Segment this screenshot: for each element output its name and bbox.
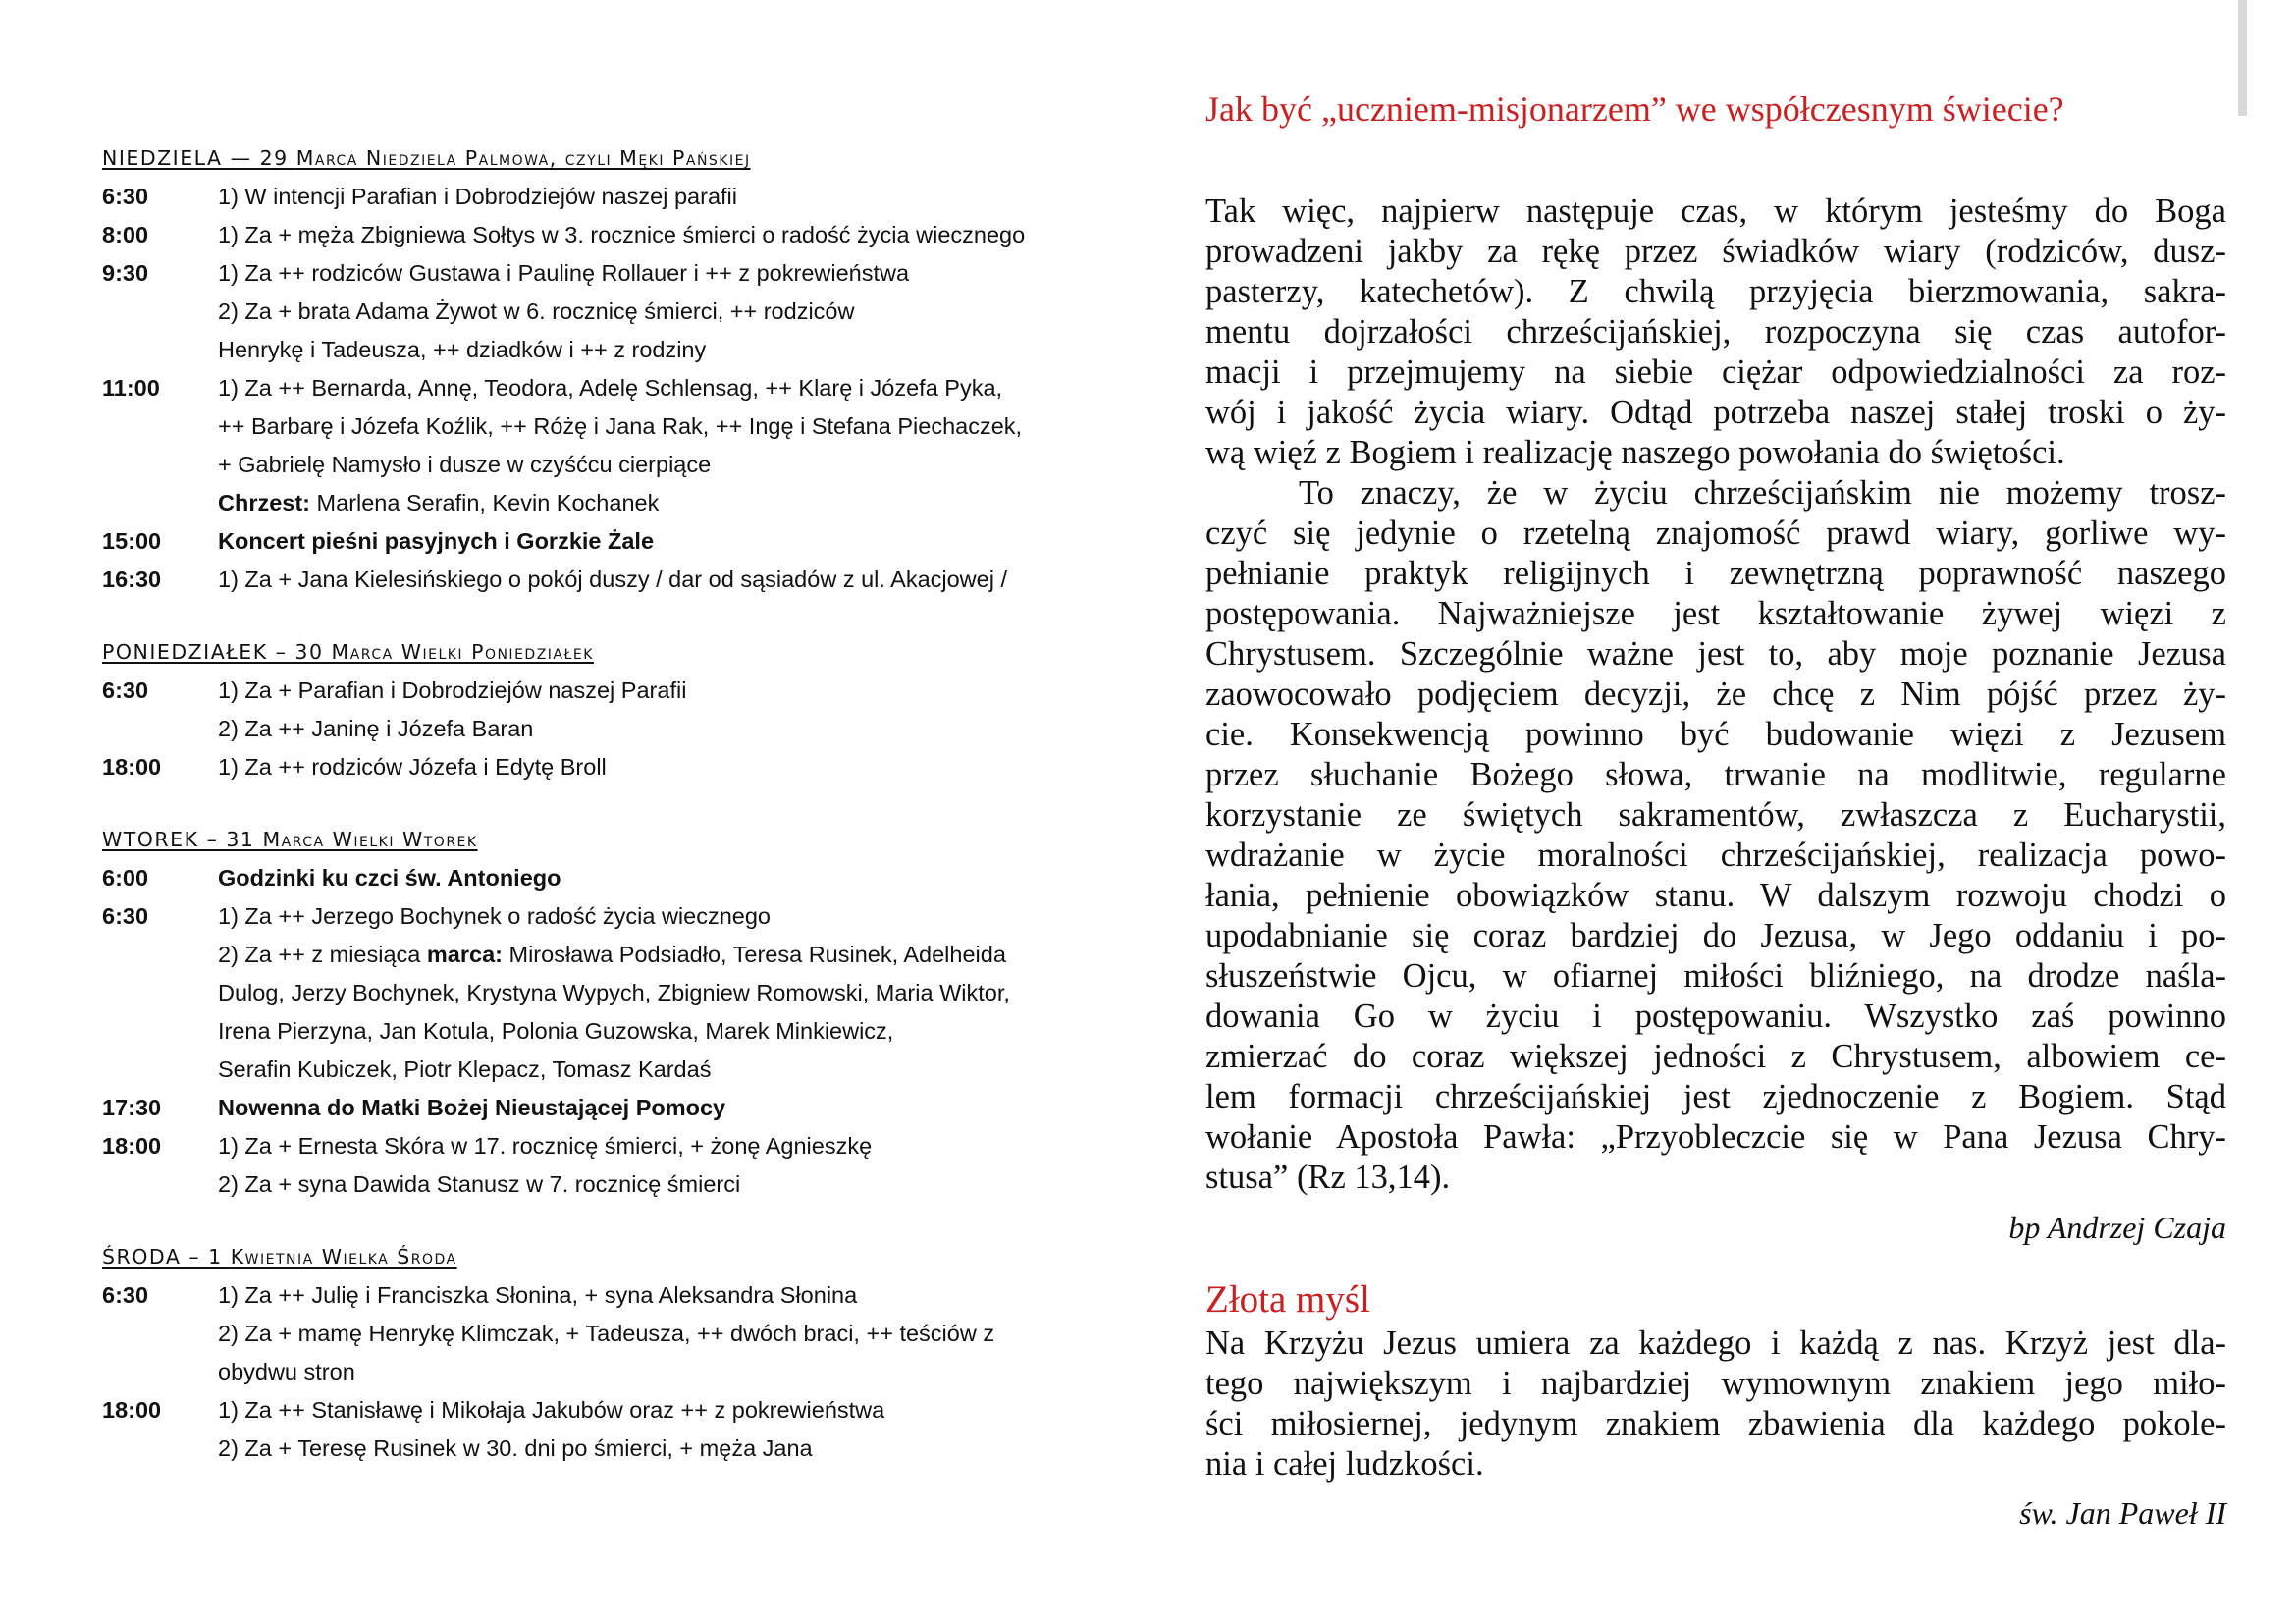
intention-line (218, 1353, 1103, 1391)
mass-entry (102, 1276, 1103, 1391)
intention-text: 1) Za ++ Bernarda, Annę, Teodora, Adelę Schlensag, ++ Klarę i Józefa Pyka, (218, 375, 1003, 401)
intention-text: 1) Za ++ Jerzego Bochynek o radość życia wiecznego (218, 903, 771, 929)
mass-intentions (218, 672, 1103, 748)
mass-intentions (218, 369, 1103, 522)
day-section (102, 143, 1103, 599)
text-line: korzystanie ze świętych sakramentów, zwłaszcza z Eucharystii, (1205, 796, 2226, 834)
mass-entry (102, 369, 1103, 522)
text-line: czyć się jedynie o rzetelną znajomość prawd wiary, gorliwe wy- (1205, 514, 2226, 552)
day-header (102, 637, 1103, 667)
text-line: stusa” (Rz 13,14). (1205, 1159, 1451, 1196)
mass-schedule (102, 143, 1103, 1506)
intention-line (218, 561, 1103, 599)
intention-text: 1) Za ++ Julię i Franciszka Słonina, + syna Aleksandra Słonina (218, 1282, 858, 1308)
text-line: Tak więc, najpierw następuje czas, w którym jesteśmy do Boga (1205, 192, 2226, 230)
article-body (1205, 191, 2226, 1198)
intention-text: 2) Za + syna Dawida Stanusz w 7. rocznicę śmierci (218, 1171, 741, 1197)
mass-entry (102, 216, 1103, 254)
golden-thought-author: św. Jan Paweł II (2019, 1495, 2226, 1531)
intention-line (218, 1315, 1103, 1353)
day-header-date: NIEDZIELA — 29 (102, 146, 296, 170)
intention-text: 2) Za + Teresę Rusinek w 30. dni po śmierci, + męża Jana (218, 1435, 813, 1461)
intention-text: 1) Za ++ rodziców Józefa i Edytę Broll (218, 754, 607, 780)
day-section (102, 825, 1103, 1204)
intention-line (218, 1127, 1103, 1165)
article-title: Jak być „uczniem-misjonarzem” we współczesnym świecie? (1205, 89, 2064, 129)
intention-text: Dulog, Jerzy Bochynek, Krystyna Wypych, Zbigniew Romowski, Maria Wiktor, (218, 980, 1010, 1005)
intention-line (218, 407, 1103, 446)
mass-time: 16:30 (102, 567, 162, 592)
day-header-date: PONIEDZIAŁEK – 30 (102, 640, 332, 664)
text-line: przez słuchanie Bożego słowa, trwanie na modlitwie, regularne (1205, 756, 2226, 793)
text-line: ści miłosiernej, jedynym znakiem zbawienia dla każdego pokole- (1205, 1405, 2226, 1442)
mass-time: 9:30 (102, 260, 149, 286)
intention-line (218, 331, 1103, 369)
mass-entry (102, 748, 1103, 786)
text-line: wój i jakość życia wiary. Odtąd potrzeba naszej stałej troski o ży- (1205, 394, 2226, 431)
mass-time: 6:30 (102, 1282, 149, 1308)
intention-line (218, 710, 1103, 748)
intention-line (218, 936, 1103, 974)
intention-text: Nowenna do Matki Bożej Nieustającej Pomocy (218, 1095, 726, 1120)
intention-text: 2) Za + brata Adama Żywot w 6. rocznicę śmierci, ++ rodziców (218, 298, 855, 324)
mass-entry (102, 672, 1103, 748)
intention-text: Marlena Serafin, Kevin Kochanek (310, 490, 660, 515)
text-line: nia i całej ludzkości. (1205, 1445, 1484, 1483)
intention-line (218, 1430, 1103, 1468)
intention-line (218, 748, 1103, 786)
day-header-name: Marca Wielki Wtorek (262, 828, 478, 851)
intention-label: Chrzest: (218, 490, 311, 515)
text-line: zaowocowało podjęciem decyzji, że chcę z Nim pójść przez ży- (1205, 676, 2226, 713)
text-line: tego największym i najbardziej wymownym znakiem jego miło- (1205, 1365, 2226, 1402)
intention-text: 1) Za + Parafian i Dobrodziejów naszej Parafii (218, 677, 687, 703)
mass-intentions (218, 897, 1103, 1089)
intention-line (218, 369, 1103, 407)
intention-text: Henrykę i Tadeusza, ++ dziadków i ++ z rodziny (218, 337, 707, 362)
mass-intentions (218, 859, 1103, 897)
intention-line (218, 216, 1103, 254)
text-line: wołanie Apostoła Pawła: „Przyobleczcie się w Pana Jezusa Chry- (1205, 1118, 2226, 1156)
day-header-date: ŚRODA – 1 (102, 1245, 231, 1269)
text-line: łania, pełnienie obowiązków stanu. W dalszym rozwoju chodzi o (1205, 877, 2226, 914)
intention-line (218, 522, 1103, 561)
intention-text: Serafin Kubiczek, Piotr Klepacz, Tomasz Kardaś (218, 1056, 712, 1082)
day-header (102, 825, 1103, 854)
mass-entry (102, 178, 1103, 216)
intention-line (218, 1276, 1103, 1315)
golden-thought-body (1205, 1324, 2226, 1485)
day-header-name: Marca Niedziela Palmowa, czyli Męki Pańskiej (295, 146, 751, 170)
article-author: bp Andrzej Czaja (2008, 1210, 2226, 1245)
day-header-date: WTOREK – 31 (102, 828, 263, 851)
mass-entry (102, 561, 1103, 599)
intention-text: Koncert pieśni pasyjnych i Gorzkie Żale (218, 528, 655, 554)
intention-text: Godzinki ku czci św. Antoniego (218, 865, 561, 891)
intention-text: obydwu stron (218, 1359, 355, 1384)
text-line: postępowania. Najważniejsze jest kształtowanie żywej więzi z (1205, 595, 2226, 632)
day-header-name: Marca Wielki Poniedziałek (331, 640, 594, 664)
mass-intentions (218, 1127, 1103, 1204)
mass-intentions (218, 216, 1103, 254)
text-line: wą więź z Bogiem i realizację naszego powołania do świętości. (1205, 434, 2065, 471)
mass-time: 6:30 (102, 677, 149, 703)
intention-text: 2) Za ++ Janinę i Józefa Baran (218, 716, 534, 741)
mass-intentions (218, 561, 1103, 599)
mass-time: 15:00 (102, 528, 162, 554)
text-line: zmierzać do coraz większej jedności z Chrystusem, albowiem ce- (1205, 1038, 2226, 1075)
mass-intentions (218, 748, 1103, 786)
text-line: macji i przejmujemy na siebie ciężar odpowiedzialności za roz- (1205, 353, 2226, 391)
text-line: pasterzy, katechetów). Z chwilą przyjęcia bierzmowania, sakra- (1205, 273, 2226, 310)
intention-line (218, 1012, 1103, 1051)
mass-entry (102, 254, 1103, 369)
day-header (102, 143, 1103, 173)
text-line: prowadzeni jakby za rękę przez świadków wiary (rodziców, dusz- (1205, 233, 2226, 270)
text-line: pełnianie praktyk religijnych i zewnętrzną poprawność naszego (1205, 555, 2226, 592)
mass-intentions (218, 522, 1103, 561)
mass-time: 8:00 (102, 222, 149, 247)
mass-intentions (218, 178, 1103, 216)
intention-line (218, 254, 1103, 293)
text-line: Na Krzyżu Jezus umiera za każdego i każdą z nas. Krzyż jest dla- (1205, 1325, 2226, 1362)
intention-text: + Gabrielę Namysło i dusze w czyśćcu cierpiące (218, 452, 712, 477)
text-line: dowania Go w życiu i postępowaniu. Wszystko zaś powinno (1205, 998, 2226, 1035)
intention-line (218, 293, 1103, 331)
text-line: Chrystusem. Szczególnie ważne jest to, aby moje poznanie Jezusa (1205, 635, 2226, 673)
intention-line (218, 1051, 1103, 1089)
text-line: upodabnianie się coraz bardziej do Jezusa, w Jego oddaniu i po- (1205, 917, 2226, 954)
mass-entry (102, 1127, 1103, 1204)
mass-entry (102, 522, 1103, 561)
intention-line (218, 859, 1103, 897)
text-line: To znaczy, że w życiu chrześcijańskim nie możemy trosz- (1299, 474, 2226, 512)
text-line: lem formacji chrześcijańskiej jest zjednoczenie z Bogiem. Stąd (1205, 1078, 2226, 1115)
intention-text: 2) Za + mamę Henrykę Klimczak, + Tadeusza, ++ dwóch braci, ++ teściów z (218, 1321, 995, 1346)
intention-line (218, 672, 1103, 710)
day-section (102, 1242, 1103, 1468)
intention-line (218, 974, 1103, 1012)
mass-entry (102, 1391, 1103, 1468)
intention-text: 1) Za + Ernesta Skóra w 17. rocznicę śmierci, + żonę Agnieszkę (218, 1133, 873, 1159)
mass-time: 18:00 (102, 1397, 162, 1423)
intention-line (218, 484, 1103, 522)
intention-line (218, 178, 1103, 216)
day-section (102, 637, 1103, 786)
mass-time: 17:30 (102, 1095, 162, 1120)
mass-time: 18:00 (102, 1133, 162, 1159)
intention-prefix: 2) Za ++ z miesiąca (218, 942, 427, 967)
intention-line (218, 1089, 1103, 1127)
mass-time: 6:00 (102, 865, 149, 891)
text-line: wdrażanie w życie moralności chrześcijańskiej, realizacja powo- (1205, 837, 2226, 874)
intention-text: 1) W intencji Parafian i Dobrodziejów naszej parafii (218, 184, 737, 209)
intention-label: marca: (426, 942, 503, 967)
intention-line (218, 1165, 1103, 1204)
golden-thought-title: Złota myśl (1205, 1278, 1370, 1321)
mass-entry (102, 859, 1103, 897)
mass-entry (102, 897, 1103, 1089)
day-header (102, 1242, 1103, 1272)
intention-line (218, 446, 1103, 484)
intention-text: 1) Za + Jana Kielesińskiego o pokój duszy / dar od sąsiadów z ul. Akacjowej / (218, 567, 1008, 592)
mass-time: 11:00 (102, 375, 160, 401)
right-column (1205, 81, 2226, 1542)
mass-entry (102, 1089, 1103, 1127)
intention-text: 1) Za + męża Zbigniewa Sołtys w 3. rocznice śmierci o radość życia wiecznego (218, 222, 1026, 247)
intention-line (218, 897, 1103, 936)
mass-time: 6:30 (102, 903, 149, 929)
intention-text: 1) Za ++ rodziców Gustawa i Paulinę Rollauer i ++ z pokrewieństwa (218, 260, 910, 286)
text-line: słuszeństwie Ojcu, w ofiarnej miłości bliźniego, na drodze naśla- (1205, 957, 2226, 995)
day-header-name: Kwietnia Wielka Środa (230, 1245, 457, 1269)
mass-intentions (218, 1391, 1103, 1468)
intention-text: ++ Barbarę i Józefa Koźlik, ++ Różę i Jana Rak, ++ Ingę i Stefana Piechaczek, (218, 413, 1023, 439)
intention-text: Mirosława Podsiadło, Teresa Rusinek, Adelheida (502, 942, 1006, 967)
mass-intentions (218, 254, 1103, 369)
intention-text: 1) Za ++ Stanisławę i Mikołaja Jakubów oraz ++ z pokrewieństwa (218, 1397, 885, 1423)
mass-intentions (218, 1276, 1103, 1391)
mass-intentions (218, 1089, 1103, 1127)
text-line: cie. Konsekwencją powinno być budowanie więzi z Jezusem (1205, 716, 2226, 753)
mass-time: 6:30 (102, 184, 149, 209)
mass-time: 18:00 (102, 754, 162, 780)
intention-text: Irena Pierzyna, Jan Kotula, Polonia Guzowska, Marek Minkiewicz, (218, 1018, 894, 1044)
text-line: mentu dojrzałości chrześcijańskiej, rozpoczyna się czas autofor- (1205, 313, 2226, 351)
scrollbar[interactable] (2238, 0, 2247, 116)
intention-line (218, 1391, 1103, 1430)
